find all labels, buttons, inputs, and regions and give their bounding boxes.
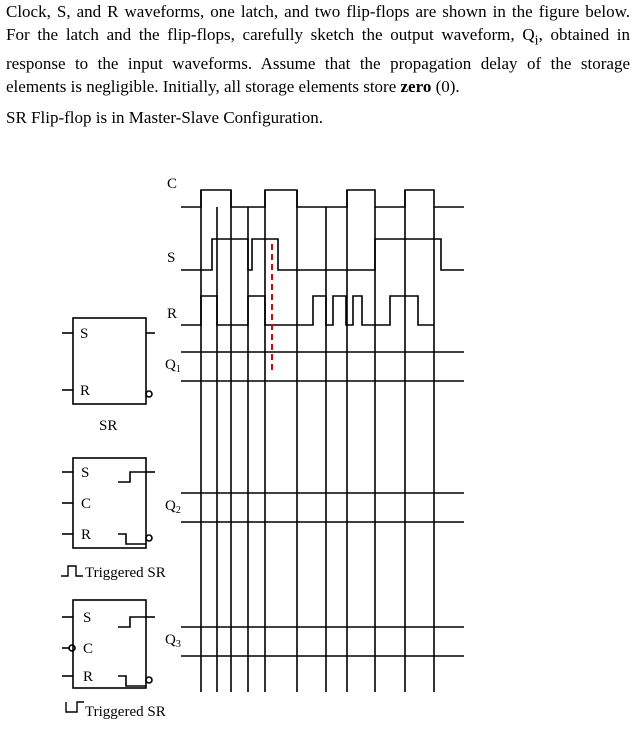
- intro-subscript: i: [534, 32, 539, 49]
- ff-pos-master-qbar: [118, 534, 146, 544]
- ff-pos-pin-c: C: [81, 496, 92, 512]
- ff-positive-edge: [62, 458, 155, 548]
- ff-neg-master-qbar: [118, 676, 146, 686]
- q1-label: [165, 357, 181, 375]
- ff-neg-caption: Triggered SR: [85, 704, 166, 720]
- ff-neg-pin-r: R: [83, 669, 94, 685]
- ff-neg-master-q: [118, 617, 146, 627]
- ff-negative-edge: [62, 600, 155, 688]
- latch-output-bubble: [146, 391, 152, 397]
- ff-pos-pin-s: S: [81, 465, 90, 481]
- positive-pulse-icon: [61, 566, 83, 576]
- q2-label-main: Q: [165, 498, 176, 514]
- q2-label: [165, 498, 181, 516]
- q2-label-sub: 2: [175, 505, 181, 516]
- q3-label: [165, 632, 181, 650]
- q1-label-sub: 1: [175, 364, 181, 375]
- latch-pin-r: R: [80, 383, 91, 399]
- intro-text-c: (0).: [431, 77, 460, 97]
- reset-label: R: [167, 306, 178, 322]
- ff-pos-master-q: [118, 472, 146, 482]
- latch-pin-s: S: [80, 326, 89, 342]
- q3-label-sub: 3: [175, 639, 181, 650]
- configuration-note: SR Flip-flop is in Master-Slave Configuration.: [6, 108, 323, 127]
- ff-neg-pin-c: C: [83, 641, 94, 657]
- set-label: S: [167, 250, 176, 266]
- clock-label: C: [167, 176, 178, 192]
- clock-waveform: [181, 190, 464, 207]
- intro-bold-zero: zero: [400, 77, 432, 97]
- q1-label-main: Q: [165, 357, 176, 373]
- sr-latch: [62, 318, 155, 404]
- ff-neg-output-bubble: [146, 677, 152, 683]
- ff-pos-pin-r: R: [81, 527, 92, 543]
- ff-pos-output-bubble: [146, 535, 152, 541]
- intro-text-b: , obtained in response to the input waveforms. Assume that the propagation delay of the storage elements is negligible. Initially, all storage elements store: [6, 25, 631, 97]
- reset-waveform: [181, 296, 434, 325]
- ff-pos-caption: Triggered SR: [85, 565, 166, 581]
- intro-text-a: Clock, S, and R waveforms, one latch, and two flip-flops are shown in the figure below. For the latch and the flip-flops, carefully sketch the output waveform, Q: [6, 2, 630, 44]
- ff-neg-pin-s: S: [83, 610, 92, 626]
- negative-pulse-icon: [66, 702, 84, 712]
- latch-caption: SR: [99, 418, 118, 434]
- set-waveform: [181, 239, 464, 270]
- q3-label-main: Q: [165, 632, 176, 648]
